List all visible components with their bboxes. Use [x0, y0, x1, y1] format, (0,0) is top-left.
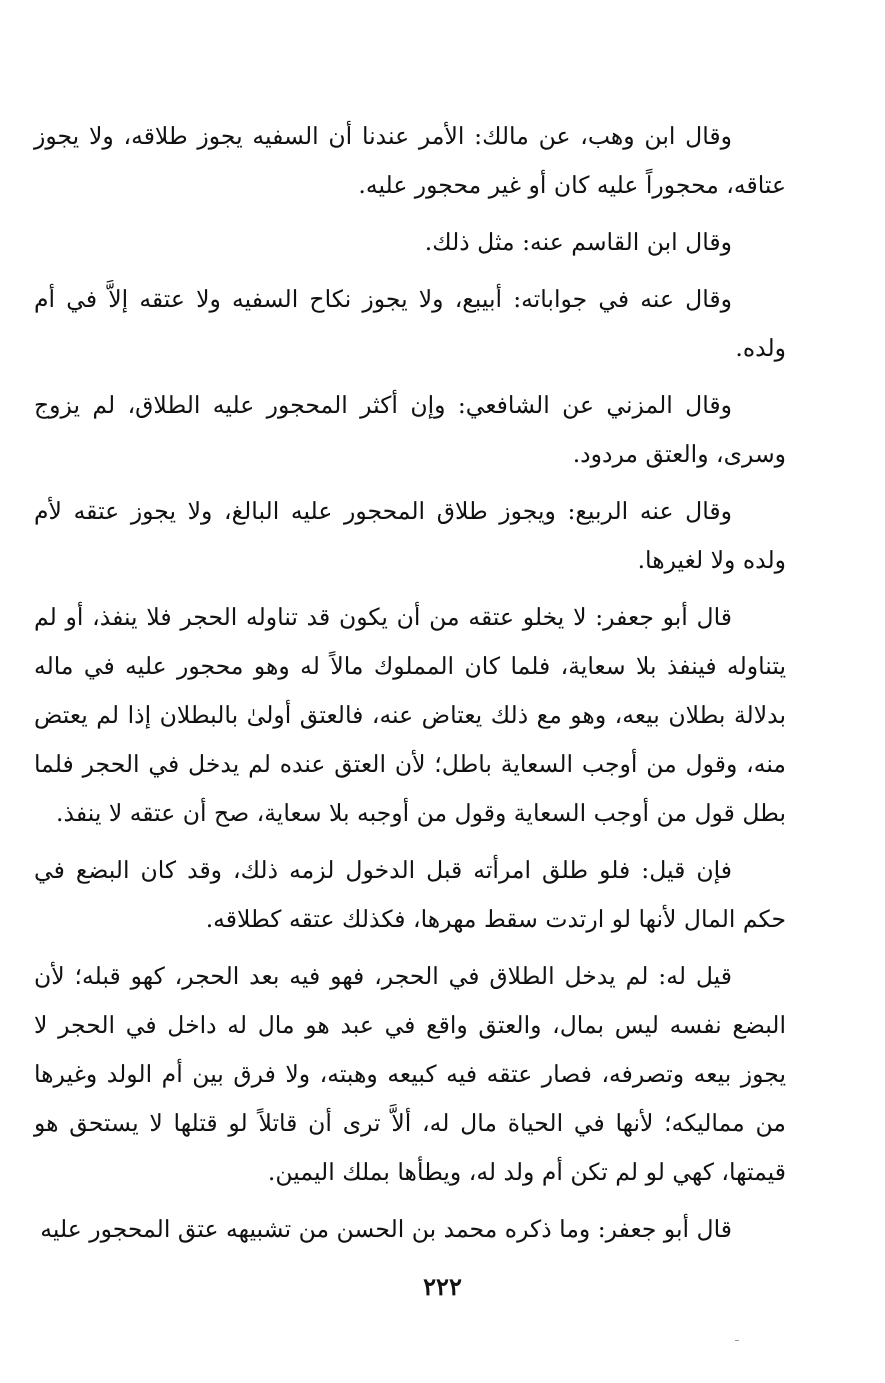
page-body — [34, 112, 786, 1262]
paragraph: وقال عنه الربيع: ويجوز طلاق المحجور عليه البالغ، ولا يجوز عتقه لأم ولده ولا لغيرها. — [34, 497, 786, 574]
paragraph: قيل له: لم يدخل الطلاق في الحجر، فهو فيه بعد الحجر، كهو قبله؛ لأن البضع نفسه ليس بمال، والعتق واقع في عبد هو مال له داخل في الحجر لا يجوز بيعه وتصرفه، فصار عتقه فيه كبيعه وهبته، ولا فرق بين أم الولد وغيرها من مماليكه؛ لأنها في الحياة مال له، ألاَّ ترى أن قاتلاً لو قتلها لا يستحق هو قيمتها، كهي لو لم تكن أم ولد له، ويطأها بملك اليمين. — [34, 962, 786, 1186]
paragraph: وقال ابن وهب، عن مالك: الأمر عندنا أن السفيه يجوز طلاقه، ولا يجوز عتاقه، محجوراً عليه كان أو غير محجور عليه. — [34, 122, 786, 199]
paragraph: قال أبو جعفر: لا يخلو عتقه من أن يكون قد تناوله الحجر فلا ينفذ، أو لم يتناوله فينفذ بلا سعاية، فلما كان المملوك مالاً له وهو محجور عليه في ماله بدلالة بطلان بيعه، وهو مع ذلك يعتاض عنه، فالعتق أولىٰ بالبطلان إذا لم يعتض منه، وقول من أوجب السعاية باطل؛ لأن العتق عنده لم يدخل في الحجر فلما بطل قول من أوجب السعاية وقول من أوجبه بلا سعاية، صح أن عتقه لا ينفذ. — [34, 603, 786, 827]
paragraph: قال أبو جعفر: وما ذكره محمد بن الحسن من تشبيهه عتق المحجور عليه — [40, 1215, 732, 1243]
paragraph: وقال عنه في جواباته: أبيبع، ولا يجوز نكاح السفيه ولا عتقه إلاَّ في أم ولده. — [34, 285, 786, 362]
paragraph: وقال المزني عن الشافعي: وإن أكثر المحجور عليه الطلاق، لم يزوج وسرى، والعتق مردود. — [34, 391, 786, 468]
paragraph: فإن قيل: فلو طلق امرأته قبل الدخول لزمه ذلك، وقد كان البضع في حكم المال لأنها لو ارتدت سقط مهرها، فكذلك عتقه كطلاقه. — [34, 856, 786, 933]
paragraph: وقال ابن القاسم عنه: مثل ذلك. — [424, 228, 732, 256]
page-number: ٢٢٢ — [423, 1272, 462, 1301]
scan-speck — [735, 1340, 739, 1341]
